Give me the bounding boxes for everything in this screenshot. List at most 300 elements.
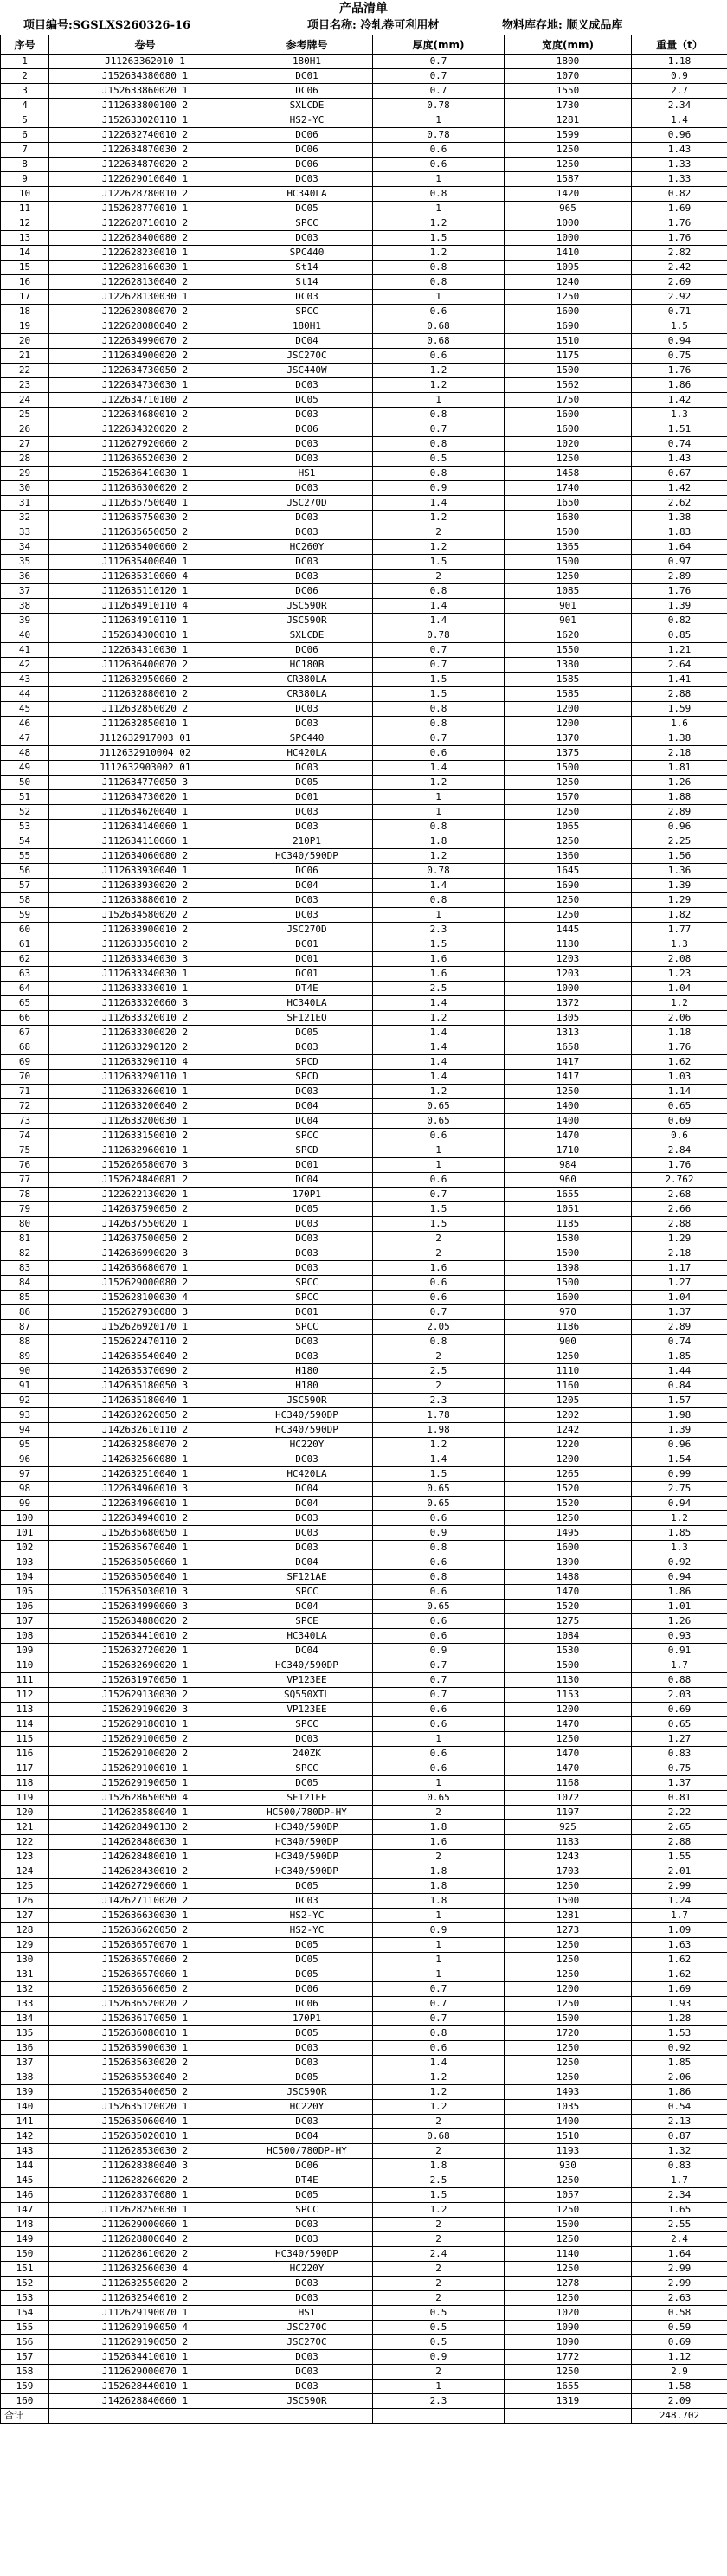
cell-grade: DC03 [241, 231, 373, 246]
cell-width: 1380 [505, 658, 632, 673]
table-row [1, 1776, 727, 1791]
cell-coil-no: J122628780010 2 [49, 187, 241, 202]
cell-grade: CR380LA [241, 687, 373, 702]
cell-thickness: 1.2 [373, 776, 505, 790]
cell-width: 1250 [505, 452, 632, 467]
table-row [1, 2291, 727, 2306]
cell-thickness: 1.2 [373, 849, 505, 864]
cell-index: 53 [1, 820, 49, 834]
cell-grade: HC340LA [241, 187, 373, 202]
cell-width: 1250 [505, 1085, 632, 1099]
cell-thickness: 0.6 [373, 1703, 505, 1717]
cell-coil-no: J142636680070 1 [49, 1261, 241, 1276]
cell-index: 20 [1, 334, 49, 349]
storage-location: 物料库存地: 顺义成品库 [502, 19, 623, 32]
cell-index: 135 [1, 2026, 49, 2041]
cell-width: 1600 [505, 408, 632, 422]
cell-weight: 1.86 [632, 378, 727, 393]
cell-coil-no: J112628380040 3 [49, 2159, 241, 2174]
cell-thickness: 0.6 [373, 1717, 505, 1732]
cell-index: 129 [1, 1938, 49, 1953]
cell-coil-no: J112633880010 2 [49, 893, 241, 908]
cell-index: 107 [1, 1614, 49, 1629]
table-row [1, 2129, 727, 2144]
cell-thickness: 1.5 [373, 1217, 505, 1232]
cell-grade: DC01 [241, 1305, 373, 1320]
cell-coil-no: J112635400040 1 [49, 555, 241, 570]
cell-width: 1658 [505, 1040, 632, 1055]
cell-grade: DC04 [241, 1173, 373, 1188]
cell-thickness: 0.65 [373, 1482, 505, 1497]
cell-thickness: 2.5 [373, 1364, 505, 1379]
cell-coil-no: J142635540040 2 [49, 1349, 241, 1364]
cell-weight: 1.17 [632, 1261, 727, 1276]
cell-weight: 1.12 [632, 2350, 727, 2365]
cell-weight: 1.27 [632, 1732, 727, 1747]
cell-width: 1186 [505, 1320, 632, 1335]
cell-grade: DC06 [241, 422, 373, 437]
cell-index: 137 [1, 2056, 49, 2070]
cell-width: 1500 [505, 555, 632, 570]
table-row [1, 2174, 727, 2188]
cell-weight: 1.44 [632, 1364, 727, 1379]
cell-width: 1250 [505, 2365, 632, 2380]
cell-grade: JSC440W [241, 364, 373, 378]
cell-width: 1250 [505, 2291, 632, 2306]
cell-grade: DC06 [241, 1997, 373, 2012]
table-row [1, 952, 727, 967]
table-row [1, 1747, 727, 1761]
cell-coil-no: J152629100050 2 [49, 1732, 241, 1747]
cell-thickness: 1 [373, 1967, 505, 1982]
cell-thickness: 0.6 [373, 158, 505, 172]
cell-weight: 1.86 [632, 1585, 727, 1600]
cell-thickness: 1.5 [373, 1467, 505, 1482]
cell-width: 1250 [505, 143, 632, 158]
cell-width: 1242 [505, 1423, 632, 1438]
cell-index: 51 [1, 790, 49, 805]
cell-coil-no: J142632620050 2 [49, 1408, 241, 1423]
cell-weight: 0.69 [632, 2335, 727, 2350]
cell-width: 1720 [505, 2026, 632, 2041]
table-row [1, 1864, 727, 1879]
table-row [1, 1879, 727, 1894]
cell-grade: HS1 [241, 2306, 373, 2321]
cell-coil-no: J112635750030 2 [49, 511, 241, 525]
cell-index: 119 [1, 1791, 49, 1806]
cell-grade: DC03 [241, 908, 373, 923]
cell-index: 145 [1, 2174, 49, 2188]
table-row [1, 923, 727, 937]
cell-weight: 1.33 [632, 158, 727, 172]
cell-width: 1250 [505, 1511, 632, 1526]
cell-weight: 2.64 [632, 658, 727, 673]
table-row [1, 1129, 727, 1143]
cell-index: 63 [1, 967, 49, 982]
cell-weight: 2.63 [632, 2291, 727, 2306]
cell-thickness: 1 [373, 202, 505, 216]
cell-thickness: 0.8 [373, 187, 505, 202]
cell-thickness: 0.7 [373, 1188, 505, 1202]
cell-grade: DC03 [241, 1040, 373, 1055]
cell-weight: 2.99 [632, 1879, 727, 1894]
cell-coil-no: J122628080070 2 [49, 305, 241, 319]
cell-coil-no: J152635400050 2 [49, 2085, 241, 2100]
table-row [1, 687, 727, 702]
cell-thickness: 2.3 [373, 1394, 505, 1408]
cell-coil-no: J152634380080 1 [49, 69, 241, 84]
cell-grade: SPCC [241, 216, 373, 231]
cell-weight: 2.42 [632, 261, 727, 275]
cell-grade: DC06 [241, 158, 373, 172]
cell-weight: 0.92 [632, 1555, 727, 1570]
cell-width: 1800 [505, 55, 632, 69]
cell-grade: DC06 [241, 2159, 373, 2174]
cell-thickness: 0.7 [373, 1658, 505, 1673]
cell-weight: 1.37 [632, 1305, 727, 1320]
cell-grade: JSC270C [241, 2335, 373, 2350]
cell-width: 1620 [505, 628, 632, 643]
cell-width: 1600 [505, 422, 632, 437]
cell-thickness: 2 [373, 2144, 505, 2159]
cell-coil-no: J142628580040 1 [49, 1806, 241, 1820]
cell-index: 140 [1, 2100, 49, 2115]
cell-coil-no: J152636080010 1 [49, 2026, 241, 2041]
cell-width: 1070 [505, 69, 632, 84]
cell-width: 1020 [505, 437, 632, 452]
cell-coil-no: J142635180050 3 [49, 1379, 241, 1394]
table-row [1, 1114, 727, 1129]
cell-width: 1488 [505, 1570, 632, 1585]
table-row [1, 246, 727, 261]
cell-width: 1500 [505, 2218, 632, 2232]
cell-coil-no: J112634900020 2 [49, 349, 241, 364]
cell-index: 123 [1, 1850, 49, 1864]
cell-index: 95 [1, 1438, 49, 1452]
cell-coil-no: J112633800100 2 [49, 99, 241, 113]
cell-thickness: 2.3 [373, 2394, 505, 2409]
cell-coil-no: J11263362010 1 [49, 55, 241, 69]
cell-thickness: 1.6 [373, 967, 505, 982]
cell-index: 41 [1, 643, 49, 658]
cell-index: 40 [1, 628, 49, 643]
cell-grade: SPCC [241, 1291, 373, 1305]
cell-width: 1420 [505, 187, 632, 202]
cell-coil-no: J152635020010 1 [49, 2129, 241, 2144]
cell-grade: JSC590R [241, 599, 373, 614]
cell-index: 120 [1, 1806, 49, 1820]
cell-coil-no: J152624840081 2 [49, 1173, 241, 1188]
cell-thickness: 1.2 [373, 1085, 505, 1099]
table-row [1, 1364, 727, 1379]
cell-coil-no: J112635650050 2 [49, 525, 241, 540]
cell-weight: 2.06 [632, 2070, 727, 2085]
table-row [1, 614, 727, 628]
cell-index: 125 [1, 1879, 49, 1894]
cell-index: 159 [1, 2380, 49, 2394]
cell-grade: HS2-YC [241, 113, 373, 128]
cell-weight: 1.85 [632, 1526, 727, 1541]
table-row [1, 1040, 727, 1055]
cell-width: 1319 [505, 2394, 632, 2409]
cell-index: 2 [1, 69, 49, 84]
table-row [1, 1570, 727, 1585]
cell-width: 1250 [505, 2174, 632, 2188]
cell-coil-no: J152628770010 1 [49, 202, 241, 216]
cell-grade: SPCC [241, 1320, 373, 1335]
table-row [1, 746, 727, 761]
cell-weight: 1.2 [632, 1511, 727, 1526]
cell-grade: DC03 [241, 290, 373, 305]
cell-coil-no: J112632550020 2 [49, 2277, 241, 2291]
cell-weight: 0.54 [632, 2100, 727, 2115]
cell-index: 87 [1, 1320, 49, 1335]
cell-grade: DC03 [241, 1511, 373, 1526]
table-row [1, 2394, 727, 2409]
cell-thickness: 1 [373, 1143, 505, 1158]
cell-grade: HC340/590DP [241, 1820, 373, 1835]
cell-coil-no: J152635050060 1 [49, 1555, 241, 1570]
cell-width: 1370 [505, 731, 632, 746]
cell-weight: 2.82 [632, 246, 727, 261]
table-row [1, 761, 727, 776]
cell-thickness: 1.6 [373, 1835, 505, 1850]
cell-thickness: 1.4 [373, 614, 505, 628]
cell-thickness: 1.4 [373, 1040, 505, 1055]
cell-width: 1600 [505, 1541, 632, 1555]
cell-width: 1772 [505, 2350, 632, 2365]
cell-coil-no: J152636630030 1 [49, 1909, 241, 1923]
cell-coil-no: J122634960010 1 [49, 1497, 241, 1511]
cell-width: 1500 [505, 1658, 632, 1673]
table-row [1, 158, 727, 172]
cell-weight: 1.62 [632, 1055, 727, 1070]
cell-weight: 1.14 [632, 1085, 727, 1099]
cell-coil-no: J152634580020 2 [49, 908, 241, 923]
table-row [1, 481, 727, 496]
cell-coil-no: J112632903002 01 [49, 761, 241, 776]
cell-weight: 1.58 [632, 2380, 727, 2394]
cell-width: 1655 [505, 1188, 632, 1202]
cell-weight: 2.25 [632, 834, 727, 849]
cell-thickness: 0.65 [373, 1791, 505, 1806]
cell-weight: 1.88 [632, 790, 727, 805]
cell-thickness: 0.8 [373, 275, 505, 290]
cell-grade: DC03 [241, 408, 373, 422]
cell-width: 1200 [505, 1452, 632, 1467]
cell-weight: 0.65 [632, 1099, 727, 1114]
cell-grade: DC04 [241, 1099, 373, 1114]
cell-weight: 2.89 [632, 1320, 727, 1335]
cell-width: 1400 [505, 1099, 632, 1114]
cell-thickness: 1.2 [373, 2203, 505, 2218]
table-row [1, 2365, 727, 2380]
cell-grade: DC03 [241, 2041, 373, 2056]
cell-weight: 2.99 [632, 2277, 727, 2291]
cell-coil-no: J112633340030 3 [49, 952, 241, 967]
cell-width: 1562 [505, 378, 632, 393]
cell-width: 1650 [505, 496, 632, 511]
cell-weight: 1.41 [632, 673, 727, 687]
total-weight: 248.702 [632, 2409, 727, 2424]
cell-width: 1084 [505, 1629, 632, 1644]
cell-weight: 1.53 [632, 2026, 727, 2041]
table-row [1, 511, 727, 525]
cell-index: 143 [1, 2144, 49, 2159]
cell-grade: DC05 [241, 1967, 373, 1982]
cell-index: 19 [1, 319, 49, 334]
cell-index: 83 [1, 1261, 49, 1276]
cell-grade: DT4E [241, 982, 373, 996]
table-row [1, 1585, 727, 1600]
cell-coil-no: J142627110020 2 [49, 1894, 241, 1909]
cell-coil-no: J112632850020 2 [49, 702, 241, 717]
cell-thickness: 0.68 [373, 2129, 505, 2144]
cell-coil-no: J112628250030 1 [49, 2203, 241, 2218]
cell-weight: 0.74 [632, 1335, 727, 1349]
table-row [1, 1423, 727, 1438]
cell-weight: 1.6 [632, 717, 727, 731]
cell-index: 104 [1, 1570, 49, 1585]
cell-coil-no: J152629190020 3 [49, 1703, 241, 1717]
cell-width: 1250 [505, 2262, 632, 2277]
cell-grade: DC06 [241, 143, 373, 158]
cell-coil-no: J112632960010 1 [49, 1143, 241, 1158]
cell-weight: 1.21 [632, 643, 727, 658]
cell-index: 8 [1, 158, 49, 172]
table-row [1, 555, 727, 570]
cell-grade: DC03 [241, 1349, 373, 1364]
cell-thickness: 0.7 [373, 731, 505, 746]
cell-weight: 2.13 [632, 2115, 727, 2129]
cell-width: 1470 [505, 1717, 632, 1732]
cell-coil-no: J142628490130 2 [49, 1820, 241, 1835]
cell-grade: HC340/590DP [241, 1408, 373, 1423]
cell-index: 84 [1, 1276, 49, 1291]
total-empty-cell [241, 2409, 373, 2424]
cell-coil-no: J142637550020 1 [49, 1217, 241, 1232]
cell-index: 130 [1, 1953, 49, 1967]
cell-index: 81 [1, 1232, 49, 1246]
cell-width: 1500 [505, 364, 632, 378]
cell-weight: 1.26 [632, 1614, 727, 1629]
cell-width: 1550 [505, 643, 632, 658]
cell-weight: 0.65 [632, 1717, 727, 1732]
cell-grade: SPCC [241, 1717, 373, 1732]
cell-grade: 240ZK [241, 1747, 373, 1761]
cell-coil-no: J112635310060 4 [49, 570, 241, 584]
cell-grade: DC03 [241, 2115, 373, 2129]
cell-coil-no: J122629010040 1 [49, 172, 241, 187]
cell-width: 1051 [505, 1202, 632, 1217]
cell-width: 1250 [505, 1732, 632, 1747]
table-row [1, 805, 727, 820]
cell-grade: SPCC [241, 1585, 373, 1600]
cell-width: 970 [505, 1305, 632, 1320]
cell-width: 1000 [505, 216, 632, 231]
cell-thickness: 0.6 [373, 1511, 505, 1526]
cell-width: 1281 [505, 1909, 632, 1923]
cell-weight: 2.84 [632, 1143, 727, 1158]
table-row [1, 496, 727, 511]
cell-weight: 1.29 [632, 893, 727, 908]
cell-grade: HC340LA [241, 996, 373, 1011]
cell-thickness: 1.5 [373, 687, 505, 702]
cell-index: 12 [1, 216, 49, 231]
cell-thickness: 0.9 [373, 481, 505, 496]
cell-weight: 0.82 [632, 187, 727, 202]
cell-thickness: 1.8 [373, 2159, 505, 2174]
cell-coil-no: J142632510040 1 [49, 1467, 241, 1482]
cell-coil-no: J122628710010 2 [49, 216, 241, 231]
cell-thickness: 0.6 [373, 1747, 505, 1761]
cell-width: 1281 [505, 113, 632, 128]
table-row [1, 1349, 727, 1364]
cell-coil-no: J152632720020 1 [49, 1644, 241, 1658]
cell-width: 1750 [505, 393, 632, 408]
cell-coil-no: J112632910004 02 [49, 746, 241, 761]
table-row [1, 1202, 727, 1217]
cell-thickness: 0.8 [373, 717, 505, 731]
cell-weight: 2.34 [632, 99, 727, 113]
cell-index: 44 [1, 687, 49, 702]
cell-weight: 2.88 [632, 1835, 727, 1850]
cell-coil-no: J122628080040 2 [49, 319, 241, 334]
table-row [1, 1761, 727, 1776]
cell-width: 1250 [505, 1967, 632, 1982]
cell-index: 131 [1, 1967, 49, 1982]
table-row [1, 1011, 727, 1026]
cell-coil-no: J122628230010 1 [49, 246, 241, 261]
cell-width: 1250 [505, 1879, 632, 1894]
cell-width: 1160 [505, 1379, 632, 1394]
cell-thickness: 1.8 [373, 1864, 505, 1879]
cell-grade: JSC270C [241, 349, 373, 364]
cell-thickness: 1.6 [373, 1261, 505, 1276]
cell-width: 1250 [505, 290, 632, 305]
table-row [1, 893, 727, 908]
cell-index: 124 [1, 1864, 49, 1879]
cell-coil-no: J152635060040 1 [49, 2115, 241, 2129]
cell-width: 1520 [505, 1600, 632, 1614]
cell-grade: 180H1 [241, 55, 373, 69]
cell-width: 1740 [505, 481, 632, 496]
table-row [1, 937, 727, 952]
table-row [1, 1688, 727, 1703]
cell-grade: DC05 [241, 2070, 373, 2085]
cell-thickness: 2 [373, 2365, 505, 2380]
cell-coil-no: J112632950060 2 [49, 673, 241, 687]
cell-weight: 1.63 [632, 1938, 727, 1953]
cell-index: 112 [1, 1688, 49, 1703]
cell-thickness: 0.7 [373, 55, 505, 69]
cell-grade: DC05 [241, 1879, 373, 1894]
cell-coil-no: J112634060080 2 [49, 849, 241, 864]
cell-coil-no: J152628440010 1 [49, 2380, 241, 2394]
cell-weight: 1.27 [632, 1276, 727, 1291]
cell-weight: 2.03 [632, 1688, 727, 1703]
cell-coil-no: J122634680010 2 [49, 408, 241, 422]
cell-grade: DC01 [241, 69, 373, 84]
cell-thickness: 1.2 [373, 540, 505, 555]
cell-index: 133 [1, 1997, 49, 2012]
cell-index: 39 [1, 614, 49, 628]
cell-grade: DC06 [241, 864, 373, 879]
cell-index: 160 [1, 2394, 49, 2409]
cell-coil-no: J122632740010 2 [49, 128, 241, 143]
cell-thickness: 0.6 [373, 305, 505, 319]
cell-thickness: 0.6 [373, 1291, 505, 1305]
